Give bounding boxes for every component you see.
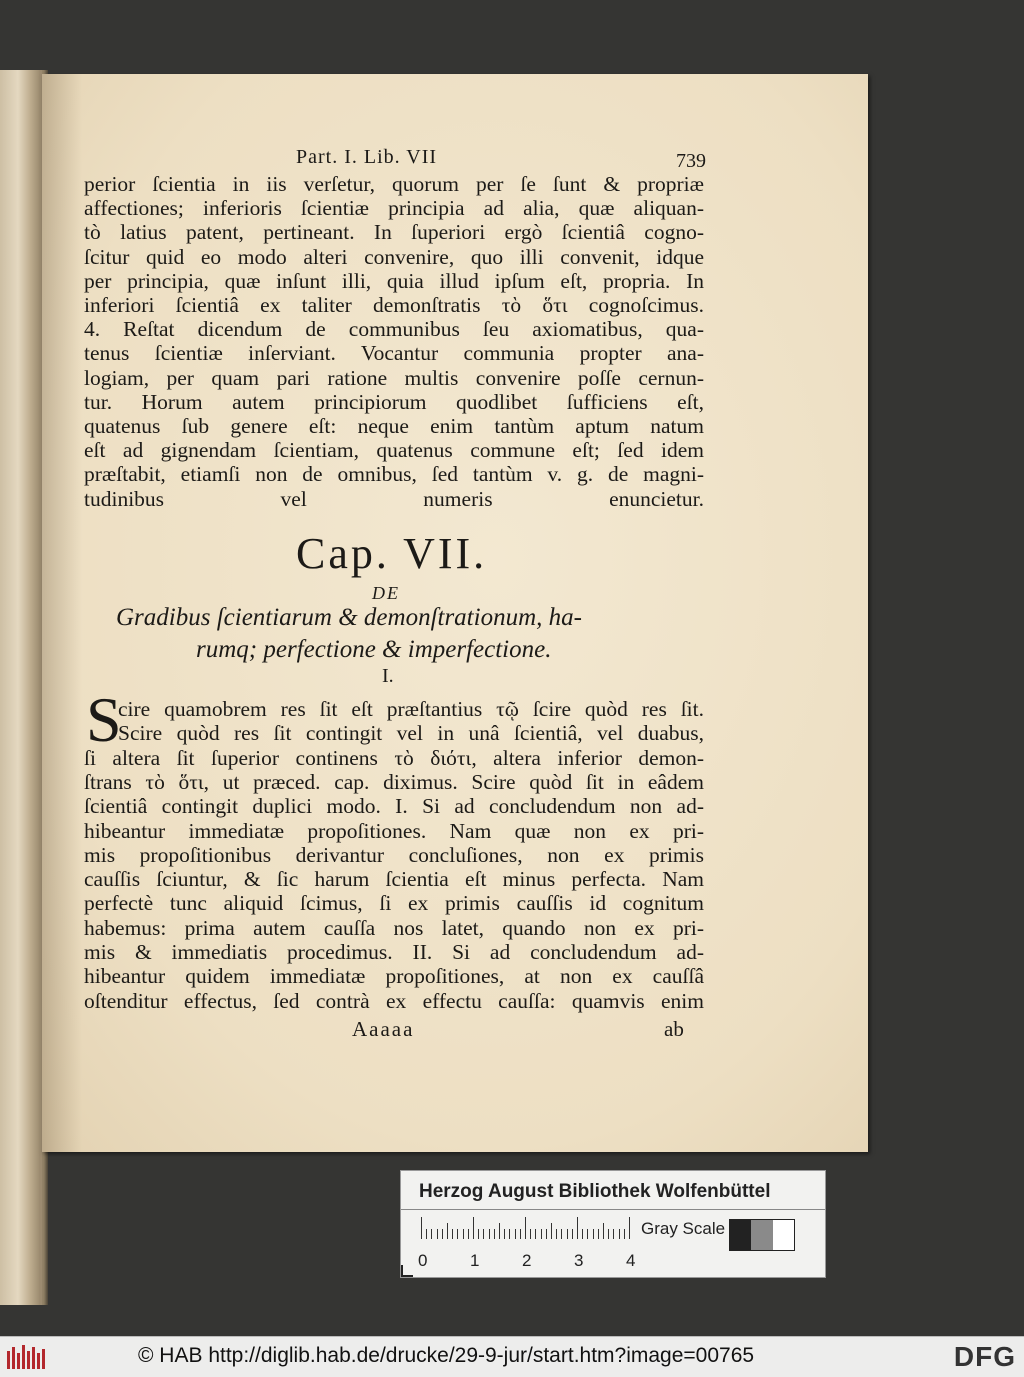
ruler-tick [598, 1229, 599, 1239]
text-line: ſtrans τὸ ὅτι, ut præced. cap. diximus. Scire quòd ſit in eâdem [84, 769, 704, 794]
ruler-tick [520, 1229, 521, 1239]
chapter-title: Cap. VII. [296, 529, 488, 578]
chapter-de: DE [372, 583, 400, 603]
ruler-number: 1 [470, 1251, 480, 1270]
drop-cap: S [86, 684, 122, 755]
chapter-subtitle-line-1: Gradibus ſcientiarum & demonſtrationum, ha- [116, 604, 582, 631]
ruler-tick [530, 1229, 531, 1239]
gray-swatch [773, 1220, 794, 1250]
color-scale-card [400, 1170, 826, 1278]
ruler-tick [431, 1229, 432, 1239]
ruler-number: 3 [574, 1251, 584, 1270]
ruler-tick [468, 1229, 469, 1239]
catchword: ab [664, 1017, 684, 1041]
ruler-tick [473, 1217, 474, 1239]
card-corner-mark [401, 1265, 413, 1277]
ruler-tick [494, 1229, 495, 1239]
ruler-tick [572, 1229, 573, 1239]
text-line: oſtenditur effectus, ſed contrà ex effectu cauſſa: quamvis enim [84, 988, 704, 1013]
section-numeral: I. [382, 665, 394, 687]
ruler-tick [624, 1229, 625, 1239]
ruler-tick [447, 1223, 448, 1239]
ruler-tick [478, 1229, 479, 1239]
text-line: perior ſcientia in iis verſetur, quorum per ſe ſunt & propriæ [84, 172, 704, 196]
text-line: inferiori ſcientiâ ex taliter demonſtratis τὸ ὅτι cognoſcimus. [84, 293, 704, 317]
text-line: logiam, per quam pari ratione multis convenire poſſe cernun- [84, 365, 704, 390]
signature-mark: Aaaaa [352, 1017, 415, 1041]
text-line: ſi altera ſit ſuperior continens τὸ διότι, altera inferior demon- [84, 745, 704, 770]
gray-scale-label: Gray Scale [641, 1219, 726, 1238]
chapter-subtitle-line-2: rumq; perfectione & imperfectione. [196, 636, 552, 663]
ruler-tick [535, 1229, 536, 1239]
text-line: præſtabit, etiamſi non de omnibus, ſed tantùm v. g. de magni- [84, 462, 704, 487]
ruler-tick [546, 1229, 547, 1239]
text-line: Scire quòd res ſit contingit vel in unâ ſcientiâ, vel duabus, [118, 721, 704, 746]
permalink-text[interactable]: © HAB http://diglib.hab.de/drucke/29-9-jur/start.htm?image=00765 [138, 1344, 755, 1367]
ruler-tick [504, 1229, 505, 1239]
ruler-tick [437, 1229, 438, 1239]
ruler-tick [593, 1229, 594, 1239]
book-left-edge [0, 70, 48, 1305]
ruler-tick [525, 1217, 526, 1239]
text-line: cire quamobrem res ſit eſt præſtantius τῷ ſcire quòd res ſit. [118, 697, 704, 721]
ruler-tick [457, 1229, 458, 1239]
ruler-number: 0 [418, 1251, 428, 1270]
hab-logo-icon[interactable] [6, 1343, 48, 1371]
text-line: tenus ſcientiæ inſerviant. Vocantur communia propter ana- [84, 341, 704, 366]
ruler-tick [556, 1229, 557, 1239]
ruler-tick [421, 1217, 422, 1239]
text-line: hibeantur quidem immediatæ propoſitiones, at non ex cauſſâ [84, 964, 704, 989]
ruler-number: 2 [522, 1251, 532, 1270]
text-line: per principia, quæ inſunt illi, quia illud ipſum eſt, propria. In [84, 268, 704, 293]
ruler-tick [603, 1223, 604, 1239]
ruler-tick [483, 1229, 484, 1239]
text-line: tò latius patent, pertineant. In ſuperiori ergò ſcientiâ cogno- [84, 220, 704, 245]
ruler-tick [551, 1223, 552, 1239]
text-line: habemus: prima autem cauſſa nos latet, quando non ex pri- [84, 915, 704, 940]
ruler-tick [489, 1229, 490, 1239]
ruler-tick [619, 1229, 620, 1239]
ruler-tick [629, 1217, 630, 1239]
text-line: tur. Horum autem principiorum quodlibet ſufficiens eſt, [84, 389, 704, 414]
ruler-tick [499, 1223, 500, 1239]
ruler-tick [426, 1229, 427, 1239]
running-head: Part. I. Lib. VII [296, 146, 438, 168]
gray-swatch [751, 1220, 772, 1250]
text-line: tudinibus vel numeris enuncietur. [84, 486, 704, 511]
ruler-tick [515, 1229, 516, 1239]
ruler-tick [561, 1229, 562, 1239]
ruler-tick [463, 1229, 464, 1239]
text-line: eſt ad gignendam ſcientiam, quatenus commune eſt; ſed idem [84, 438, 704, 463]
gray-swatch [730, 1220, 751, 1250]
text-line: mis & immediatis procedimus. II. Si ad concludendum ad- [84, 940, 704, 964]
ruler-tick [452, 1229, 453, 1239]
ruler-tick [587, 1229, 588, 1239]
ruler-scale [421, 1217, 631, 1239]
ruler-tick [608, 1229, 609, 1239]
dfg-logo-icon[interactable]: DFG [953, 1341, 1016, 1372]
ruler-tick [541, 1229, 542, 1239]
ruler-number: 4 [626, 1251, 636, 1270]
ruler-tick [567, 1229, 568, 1239]
text-line: cauſſis ſciuntur, & ſic harum ſcientia eſt minus perfecta. Nam [84, 867, 704, 892]
card-divider [401, 1209, 825, 1210]
page-number: 739 [676, 150, 706, 172]
text-line: quatenus ſub genere eſt: neque enim tantùm aptum natum [84, 414, 704, 438]
text-line: perfectè tunc aliquid ſcimus, ſi ex primis cauſſis id cognitum [84, 891, 704, 916]
text-line: ſcientiâ contingit duplici modo. I. Si ad concludendum non ad- [84, 794, 704, 819]
text-line: 4. Reſtat dicendum de communibus ſeu axiomatibus, qua- [84, 317, 704, 342]
ruler-tick [613, 1229, 614, 1239]
ruler-tick [509, 1229, 510, 1239]
text-line: ſcitur quid eo modo alteri convenire, quo illi convenit, idque [84, 244, 704, 269]
ruler-tick [442, 1229, 443, 1239]
text-line: mis propoſitionibus derivantur concluſiones, non ex primis [84, 842, 704, 867]
ruler-tick [577, 1217, 578, 1239]
text-line: hibeantur immediatæ propoſitiones. Nam quæ non ex pri- [84, 818, 704, 843]
library-name: Herzog August Bibliothek Wolfenbüttel [419, 1181, 771, 1202]
gray-swatches [729, 1219, 795, 1251]
text-line: affectiones; inferioris ſcientiæ principia ad alia, quæ aliquan- [84, 196, 704, 221]
footer-bar [0, 1336, 1024, 1377]
ruler-tick [582, 1229, 583, 1239]
